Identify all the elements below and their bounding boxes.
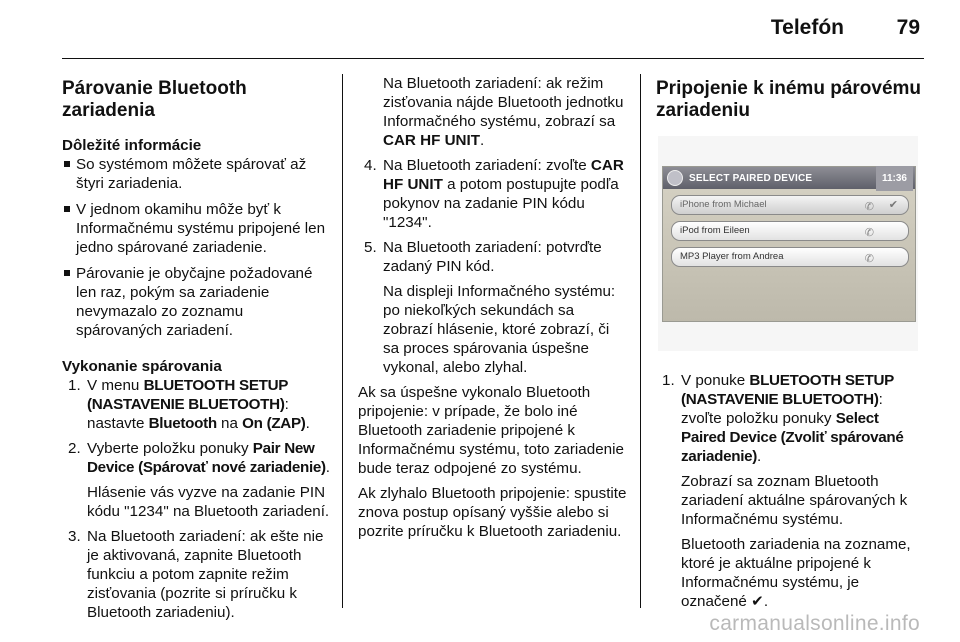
screen-clock: 11:36	[876, 166, 913, 191]
important-info-heading: Dôležité informácie	[62, 137, 202, 154]
phone-signal-icon: ✆	[864, 253, 874, 265]
infotainment-screen	[662, 166, 916, 322]
step-3: 3. Na Bluetooth zariadení: ak ešte nie je aktivovaná, zapnite Bluetooth funkciu a potom zapnite režim zisťovania (pozrite si príručku k Bluetooth zariadeniu).	[68, 528, 324, 621]
section-heading-connect: Pripojenie k inému párovému zariadeniu	[656, 78, 922, 121]
checkmark-icon: ✔	[751, 593, 764, 610]
step-5: 5. Na Bluetooth zariadení: potvrďte zadaný PIN kód.	[364, 239, 602, 275]
step-2-note: Hlásenie vás vyzve na zadanie PIN kódu "1234" na Bluetooth zariadení.	[87, 484, 330, 520]
section-heading-pairing: Párovanie Bluetooth zariadenia	[62, 78, 247, 121]
column-divider-1	[342, 74, 343, 608]
device-screen-image	[658, 136, 918, 351]
phone-signal-icon: ✆	[864, 227, 874, 239]
connect-note-2: Bluetooth zariadenia na zozname, ktoré je aktuálne pripojené k Informačnému systému, je označené ✔.	[681, 536, 911, 610]
paragraph-failure: Ak zlyhalo Bluetooth pripojenie: spustite znova postup opísaný vyššie alebo si pozrite príručku k Bluetooth zariadeniu.	[358, 485, 627, 540]
paragraph-success: Ak sa úspešne vykonalo Bluetooth pripojenie: v prípade, že bolo iné Bluetooth zariadenie pripojené k Informačnému systému, toto zariadenie bude teraz odpojené zo systému.	[358, 384, 624, 477]
step-3-continued: Na Bluetooth zariadení: ak režim zisťovania nájde Bluetooth jednotku Informačného systému, zobrazí sa CAR HF UNIT.	[383, 75, 624, 149]
connect-note-1: Zobrazí sa zoznam Bluetooth zariadení aktuálne spárovaných k Informačnému systému.	[681, 473, 908, 528]
column-2	[358, 74, 628, 547]
phone-icon	[667, 170, 683, 186]
column-3	[656, 74, 924, 617]
step-1: 1. V menu BLUETOOTH SETUP (NASTAVENIE BLUETOOTH): nastavte Bluetooth na On (ZAP).	[68, 377, 310, 432]
phone-signal-icon: ✆	[864, 201, 874, 213]
bullet-item: So systémom môžete spárovať až štyri zariadenia.	[62, 155, 332, 193]
column-divider-2	[640, 74, 641, 608]
device-list-item[interactable]: MP3 Player from Andrea ✆	[671, 247, 909, 267]
checkmark-icon: ✔	[888, 199, 898, 211]
column-1	[62, 74, 332, 628]
screen-header: SELECT PAIRED DEVICE 11:36	[663, 167, 915, 189]
watermark: carmanualsonline.info	[709, 612, 920, 635]
device-list-item[interactable]: iPod from Eileen ✆	[671, 221, 909, 241]
page-number: 79	[896, 16, 920, 39]
step-5-note: Na displeji Informačného systému: po niekoľkých sekundách sa zobrazí hlásenie, ktoré zobrazí, či sa proces spárovania úspešne vykonal, alebo zlyhal.	[383, 283, 616, 376]
step-4: 4. Na Bluetooth zariadení: zvoľte CAR HF UNIT a potom postupujte podľa pokynov na zadanie PIN kódu "1234".	[364, 157, 624, 231]
perform-pairing-heading: Vykonanie spárovania	[62, 358, 222, 375]
bullet-item: Párovanie je obyčajne požadované len raz, pokým sa zariadenie nevymazalo zo zoznamu spárovaných zariadení.	[62, 264, 332, 340]
device-list-item[interactable]: iPhone from Michael ✆ ✔	[671, 195, 909, 215]
header-rule	[62, 58, 924, 59]
step-2: 2. Vyberte položku ponuky Pair New Device (Spárovať nové zariadenie).	[68, 440, 331, 476]
page-header-title: Telefón	[770, 16, 844, 39]
bullet-item: V jednom okamihu môže byť k Informačnému systému pripojené len jedno spárované zariadenie.	[62, 200, 332, 257]
step-1-connect: 1. V ponuke BLUETOOTH SETUP (NASTAVENIE BLUETOOTH): zvoľte položku ponuky Select Paired Device (Zvoliť spárované zariadenie).	[662, 372, 904, 465]
